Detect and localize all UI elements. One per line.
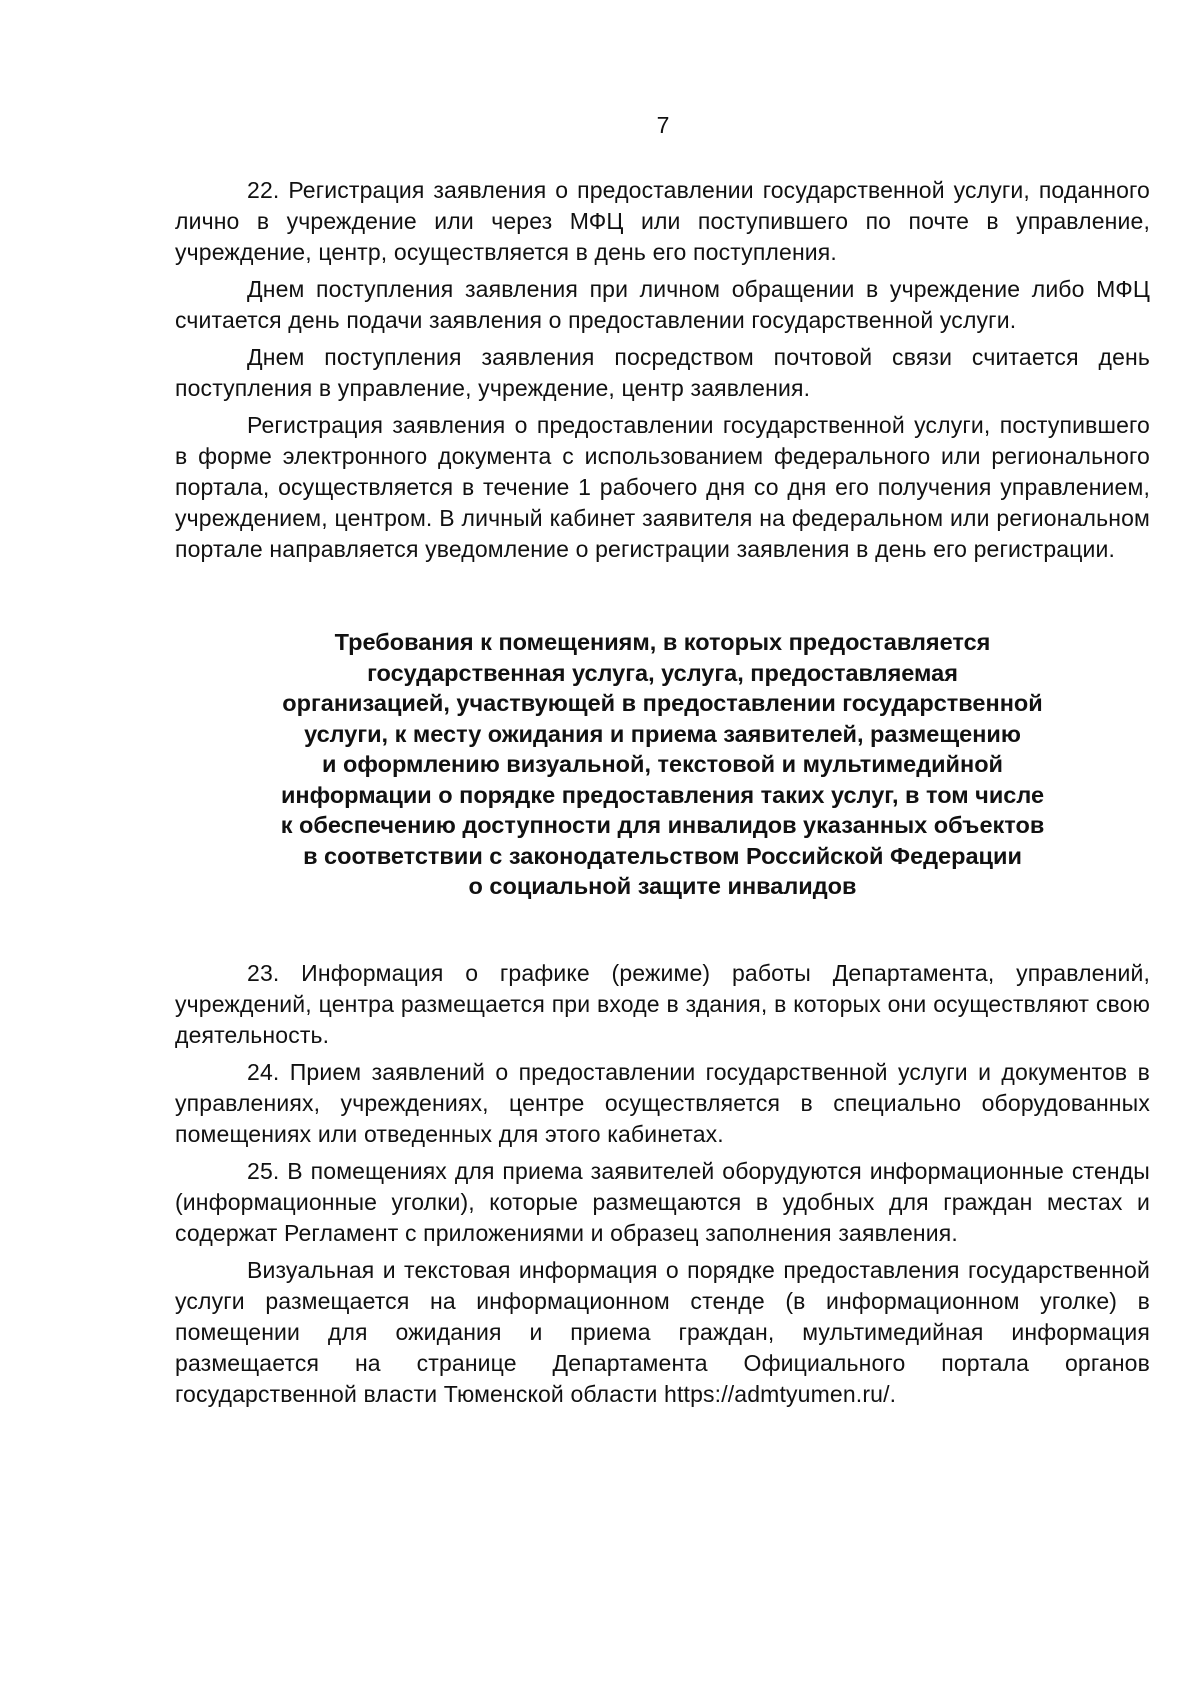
paragraph-receipt-day-postal: Днем поступления заявления посредством почтовой связи считается день поступления в управление, учреждение, центр заявления. <box>175 344 1150 401</box>
page-number: 7 <box>656 112 670 138</box>
heading-line: организацией, участвующей в предоставлении государственной <box>282 690 1043 716</box>
paragraph-23: 23. Информация о графике (режиме) работы Департамента, управлений, учреждений, центра размещается при входе в здания, в которых они осуществляют свою деятельность. <box>175 959 1150 1048</box>
heading-line: к обеспечению доступности для инвалидов указанных объектов <box>280 812 1045 838</box>
paragraph-22: 22. Регистрация заявления о предоставлении государственной услуги, поданного лично в учреждение или через МФЦ или поступившего по почте в управление, учреждение, центр, осуществляется в день его поступления. <box>175 177 1150 265</box>
heading-line: в соответствии с законодательством Российской Федерации <box>303 842 1022 869</box>
paragraph-25: 25. В помещениях для приема заявителей оборудуются информационные стенды (информационные уголки), которые размещаются в удобных для граждан местах и содержат Регламент с приложениями и образец заполнения заявления. <box>175 1157 1150 1246</box>
paragraph-24: 24. Прием заявлений о предоставлении государственной услуги и документов в управлениях, учреждениях, центре осуществляется в специально оборудованных помещениях или отведенных для этого кабинетах. <box>175 1058 1150 1147</box>
section-heading <box>175 627 1150 902</box>
heading-line: и оформлению визуальной, текстовой и мультимедийной <box>322 751 1003 777</box>
heading-line: информации о порядке предоставления таких услуг, в том числе <box>280 781 1045 808</box>
heading-line: Требования к помещениям, в которых предоставляется <box>334 629 991 655</box>
document-body <box>175 175 1150 1416</box>
heading-line: о социальной защите инвалидов <box>468 873 857 899</box>
paragraph-visual-information: Визуальная и текстовая информация о порядке предоставления государственной услуги размещается на информационном стенде (в информационном уголке) в помещении для ожидания и приема граждан, мультимедийная информация размещается на странице Департамента Официального портала органов государственной власти Тюменской области https://admtyumen.ru/. <box>175 1256 1150 1407</box>
paragraph-receipt-day-personal: Днем поступления заявления при личном обращении в учреждение либо МФЦ считается день подачи заявления о предоставлении государственной услуги. <box>175 276 1150 333</box>
paragraph-electronic-registration: Регистрация заявления о предоставлении государственной услуги, поступившего в форме электронного документа с использованием федерального или регионального портала, осуществляется в течение 1 рабочего дня со дня его получения управлением, учреждением, центром. В личный кабинет заявителя на федеральном или региональном портале направляется уведомление о регистрации заявления в день его регистрации. <box>175 412 1150 562</box>
heading-line: государственная услуга, услуга, предоставляемая <box>367 659 958 686</box>
heading-line: услуги, к месту ожидания и приема заявителей, размещению <box>304 720 1021 747</box>
